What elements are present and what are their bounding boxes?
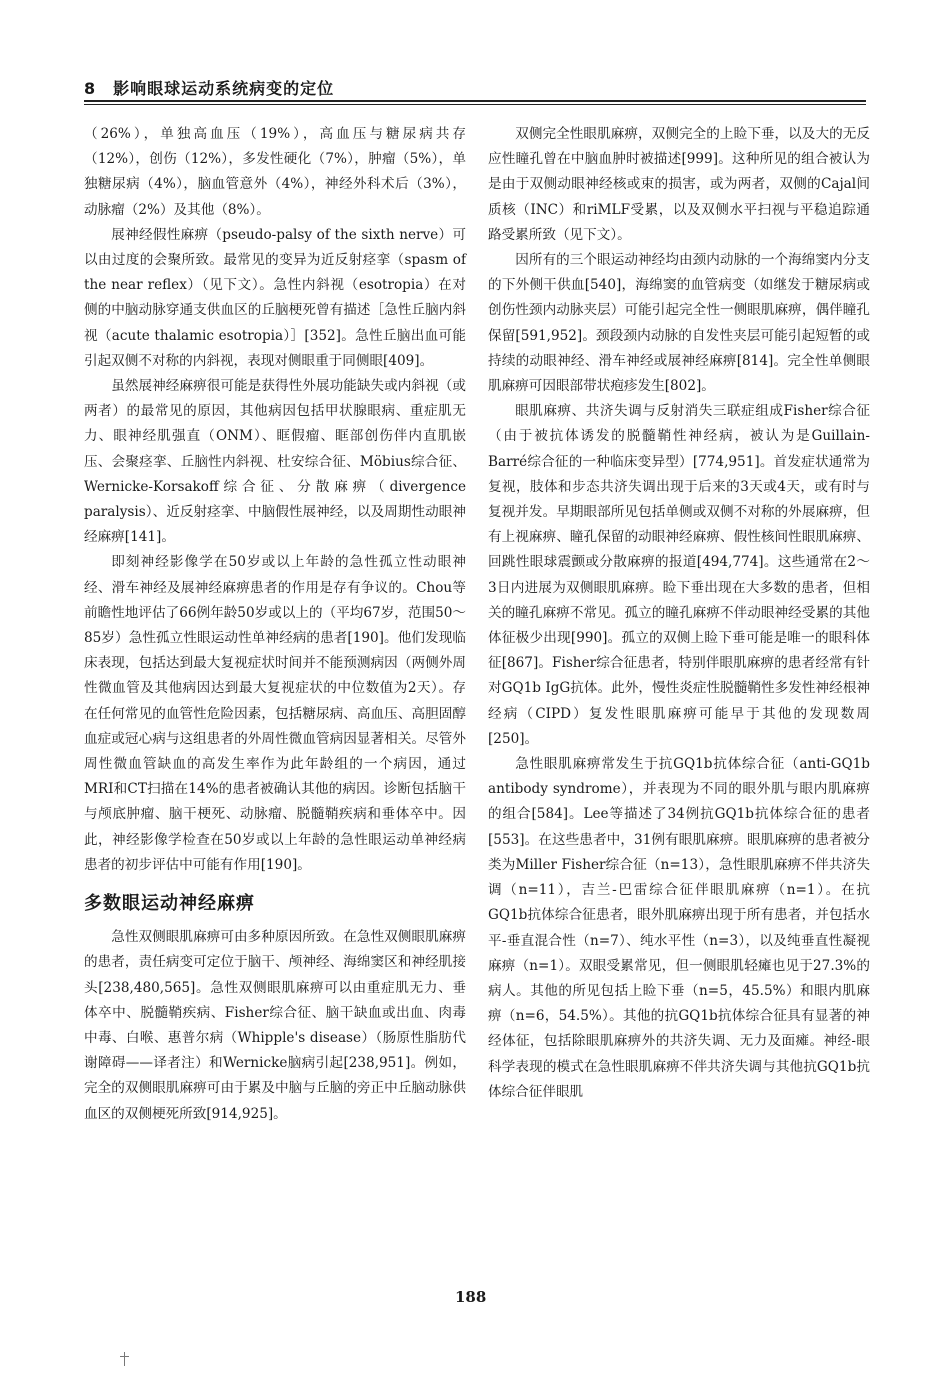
right-column [488, 122, 870, 1105]
page-number: 188 [455, 1288, 487, 1306]
paragraph: 急性眼肌麻痹常发生于抗GQ1b抗体综合征（anti-GQ1b antibody syndrome），并表现为不同的眼外肌与眼内肌麻痹的组合[584]。Lee等描述了34例抗GQ1b抗体综合征的患者[553]。在这些患者中，31例有眼肌麻痹。眼肌麻痹的患者被分类为Miller Fisher综合征（n=13），急性眼肌麻痹不伴共济失调（n=11），吉兰-巴雷综合征伴眼肌麻痹（n=1）。在抗GQ1b抗体综合征患者，眼外肌麻痹出现于所有患者，并包括水平-垂直混合性（n=7）、纯水平性（n=3），以及纯垂直性凝视麻痹（n=1）。双眼受累常见，但一侧眼肌轻瘫也见于27.3%的病人。其他的所见包括上睑下垂（n=5，45.5%）和眼内肌麻痹（n=6，54.5%）。其他的抗GQ1b抗体综合征具有显著的神经体征，包括除眼肌麻痹外的共济失调、无力及面瘫。神经-眼科学表现的模式在急性眼肌麻痹不伴共济失调与其他抗GQ1b抗体综合征伴眼肌 [488, 756, 870, 1100]
section-heading: 多数眼运动神经麻痹 [84, 893, 255, 915]
paragraph: （26%），单独高血压（19%），高血压与糖尿病共存（12%），创伤（12%），多发性硬化（7%），肿瘤（5%），单独糖尿病（4%），脑血管意外（4%），神经外科术后（3%），动脉瘤（2%）及其他（8%）。 [84, 126, 466, 218]
paragraph: 因所有的三个眼运动神经均由颈内动脉的一个海绵窦内分支的下外侧干供血[540]，海绵窦的血管病变（如继发于糖尿病或创伤性颈内动脉夹层）可能引起完全性一侧眼肌麻痹，偶伴瞳孔保留[591,952]。颈段颈内动脉的自发性夹层可能引起短暂的或持续的动眼神经、滑车神经或展神经麻痹[814]。完全性单侧眼肌麻痹可因眼部带状疱疹发生[802]。 [488, 252, 870, 395]
running-header: 8 影响眼球运动系统病变的定位 [84, 79, 335, 98]
header-rule-thick [84, 100, 866, 102]
crop-mark [124, 1352, 125, 1366]
paragraph: 急性双侧眼肌麻痹可由多种原因所致。在急性双侧眼肌麻痹的患者，责任病变可定位于脑干、颅神经、海绵窦区和神经肌接头[238,480,565]。急性双侧眼肌麻痹可以由重症肌无力、垂体卒中、脱髓鞘疾病、Fisher综合征、脑干缺血或出血、肉毒中毒、白喉、惠普尔病（Whipple's disease）（肠原性脂肪代谢障碍——译者注）和Wernicke脑病引起[238,951]。例如，完全的双侧眼肌麻痹可由于累及中脑与丘脑的旁正中丘脑动脉供血区的双侧梗死所致[914,925]。 [84, 929, 466, 1122]
paragraph: 即刻神经影像学在50岁或以上年龄的急性孤立性动眼神经、滑车神经及展神经麻痹患者的作用是存有争议的。Chou等前瞻性地评估了66例年龄50岁或以上的（平均67岁，范围50～85岁）急性孤立性眼运动性单神经病的患者[190]。他们发现临床表现，包括达到最大复视症状时间并不能预测病因（两侧外周性微血管及其他病因达到最大复视症状的中位数值为2天）。存在任何常见的血管性危险因素，包括糖尿病、高血压、高胆固醇血症或冠心病与这组患者的外周性微血管病因显著相关。尽管外周性微血管缺血的高发生率作为此年龄组的一个病因，通过MRI和CT扫描在14%的患者被确认其他的病因。诊断包括脑干与颅底肿瘤、脑干梗死、动脉瘤、脱髓鞘疾病和垂体卒中。因此，神经影像学检查在50岁或以上年龄的急性眼运动单神经病患者的初步评估中可能有作用[190]。 [84, 554, 466, 873]
paragraph: 眼肌麻痹、共济失调与反射消失三联症组成Fisher综合征（由于被抗体诱发的脱髓鞘性神经病，被认为是Guillain-Barré综合征的一种临床变异型）[774,951]。首发症状通常为复视，肢体和步态共济失调出现于后来的3天或4天，或有时与复视并发。早期眼部所见包括单侧或双侧不对称的外展麻痹，但有上视麻痹、瞳孔保留的动眼神经麻痹、假性核间性眼肌麻痹、回跳性眼球震颤或分散麻痹的报道[494,774]。这些通常在2～3日内进展为双侧眼肌麻痹。睑下垂出现在大多数的患者，但相关的瞳孔麻痹不常见。孤立的瞳孔麻痹不伴动眼神经受累的其他体征极少出现[990]。孤立的双侧上睑下垂可能是唯一的眼科体征[867]。Fisher综合征患者，特别伴眼肌麻痹的患者经常有针对GQ1b IgG抗体。此外，慢性炎症性脱髓鞘性多发性神经根神经病（CIPD）复发性眼肌麻痹可能早于其他的发现数周[250]。 [488, 403, 870, 747]
header-rule-thin [84, 104, 866, 105]
paragraph: 虽然展神经麻痹很可能是获得性外展功能缺失或内斜视（或两者）的最常见的原因，其他病因包括甲状腺眼病、重症肌无力、眼神经肌强直（ONM）、眶假瘤、眶部创伤伴内直肌嵌压、会聚痉挛、丘脑性内斜视、杜安综合征、Möbius综合征、Wernicke-Korsakoff综合征、分散麻痹（divergence paralysis）、近反射痉挛、中脑假性展神经，以及周期性动眼神经麻痹[141]。 [84, 378, 466, 546]
paragraph: 双侧完全性眼肌麻痹，双侧完全的上睑下垂，以及大的无反应性瞳孔曾在中脑血肿时被描述[999]。这种所见的组合被认为是由于双侧动眼神经核或束的损害，或为两者，双侧的Cajal间质核（INC）和riMLF受累，以及双侧水平扫视与平稳追踪通路受累所致（见下文）。 [488, 126, 870, 243]
paragraph: 展神经假性麻痹（pseudo-palsy of the sixth nerve）可以由过度的会聚所致。最常见的变异为近反射痉挛（spasm of the near reflex）（见下文）。急性内斜视（esotropia）在对侧的中脑动脉穿通支供血区的丘脑梗死曾有描述［急性丘脑内斜视（acute thalamic esotropia）］[352]。急性丘脑出血可能引起双侧不对称的内斜视，表现对侧眼重于同侧眼[409]。 [84, 226, 466, 369]
left-column [84, 122, 466, 1127]
crop-mark [120, 1356, 129, 1357]
